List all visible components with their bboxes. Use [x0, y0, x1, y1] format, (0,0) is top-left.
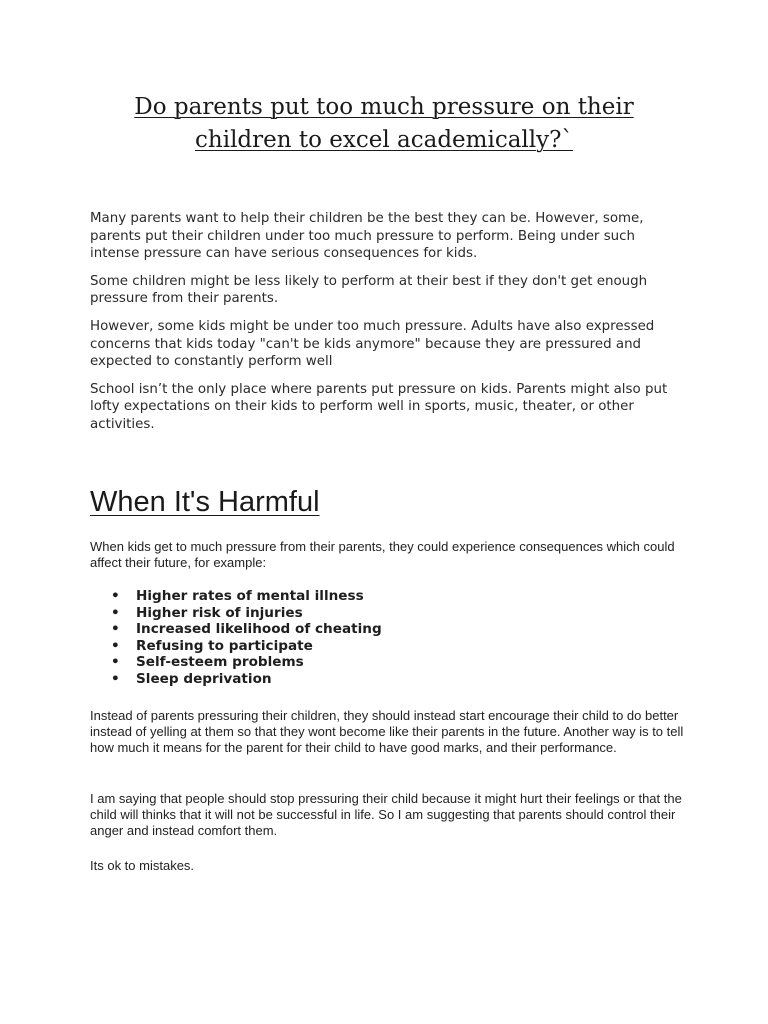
bullet-icon: •: [111, 670, 120, 687]
document-title: Do parents put too much pressure on their children to excel academically?`: [134, 94, 634, 153]
intro-paragraph: Many parents want to help their children be the best they can be. However, some, parents put their children under too much pressure to perform. Being under such intense pressure can have serious consequences for kids.: [90, 211, 644, 262]
list-item-text: Higher rates of mental illness: [136, 588, 364, 604]
list-item-text: Higher risk of injuries: [136, 604, 303, 621]
list-item-text: Self-esteem problems: [136, 654, 304, 670]
intro-section: [90, 210, 685, 444]
list-item: [90, 671, 685, 688]
list-item: [90, 588, 685, 605]
bullet-icon: •: [111, 654, 120, 670]
list-item-text: Increased likelihood of cheating: [136, 621, 382, 637]
intro-paragraph: School isn’t the only place where parents put pressure on kids. Parents might also put lofty expectations on their kids to perform well in sports, music, theater, or other activities.: [90, 381, 668, 432]
list-item: [90, 654, 685, 671]
list-item: [90, 605, 685, 622]
bullet-icon: •: [111, 604, 120, 621]
bullet-icon: •: [111, 588, 120, 604]
body-paragraph: Instead of parents pressuring their children, they should instead start encourage their child to do better instead of yelling at them so that they wont become like their parents in the future. Another way is to tell how much it means for the parent for their child to have good marks, and their performance.: [90, 708, 684, 756]
intro-paragraph: However, some kids might be under too much pressure. Adults have also expressed concerns that kids today "can't be kids anymore" because they are pressured and expected to constantly perform well: [90, 318, 655, 370]
consequences-list: [90, 588, 685, 687]
body-paragraph: I am saying that people should stop pressuring their child because it might hurt their feelings or that the child will thinks that it will not be successful in life. So I am suggesting that parents should control their anger and instead comfort them.: [90, 791, 682, 839]
section-lead-paragraph: When kids get to much pressure from their parents, they could experience consequences which could affect their future, for example:: [90, 539, 675, 571]
list-item-text: Refusing to participate: [136, 637, 313, 654]
section-heading: When It's Harmful: [90, 486, 320, 518]
bullet-icon: •: [111, 637, 120, 654]
list-item-text: Sleep deprivation: [136, 670, 272, 687]
closing-line: Its ok to mistakes.: [90, 858, 195, 873]
list-item: [90, 638, 685, 655]
list-item: [90, 621, 685, 638]
intro-paragraph: Some children might be less likely to perform at their best if they don't get enough pressure from their parents.: [90, 273, 648, 307]
bullet-icon: •: [111, 621, 120, 637]
